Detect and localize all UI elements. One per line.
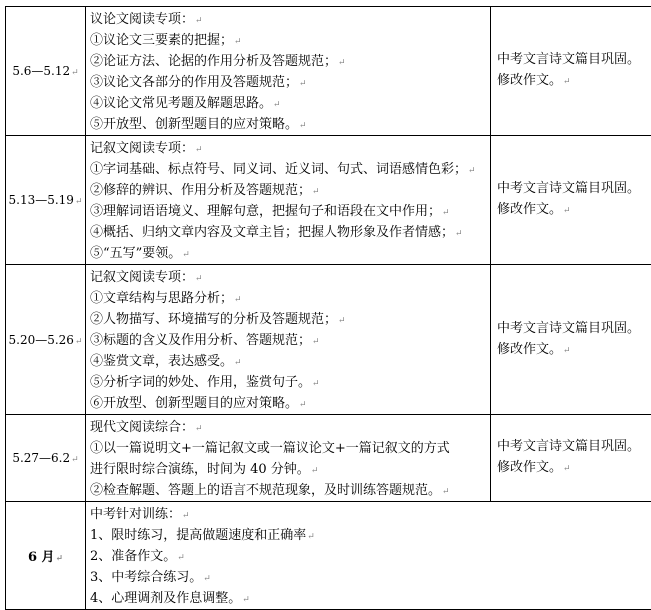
date-cell xyxy=(6,7,86,136)
note-line: 修改作文。↵ xyxy=(497,70,651,93)
date-cell: 5.20—5.26↵ xyxy=(6,265,86,415)
note-line: 中考文言诗文篇目巩固。 xyxy=(497,178,651,199)
content-line: ⑤“五写”要领。↵ xyxy=(90,243,490,264)
content-line: ⑤分析字词的妙处、作用，鉴赏句子。↵ xyxy=(90,372,490,393)
note-line: 中考文言诗文篇目巩固。 xyxy=(497,49,651,70)
content-line: 1、限时练习，提高做题速度和正确率↵ xyxy=(90,525,651,546)
date-label: 5.20—5.26 xyxy=(9,333,74,347)
content-cell xyxy=(86,265,491,415)
table-row xyxy=(6,415,651,502)
note-cell xyxy=(491,136,651,265)
table-row xyxy=(6,136,651,265)
note-line: 修改作文。↵ xyxy=(497,457,651,480)
date-cell: 5.27—6.2↵ xyxy=(6,415,86,502)
content-line: ③议论文各部分的作用及答题规范；↵ xyxy=(90,72,490,93)
note-line: 修改作文。↵ xyxy=(497,339,651,362)
content-cell xyxy=(86,7,491,136)
content-line: ②修辞的辨识、作用分析及答题规范；↵ xyxy=(90,180,490,201)
content-line: ④概括、归纳文章内容及文章主旨；把握人物形象及作者情感；↵ xyxy=(90,222,490,243)
content-line: ①文章结构与思路分析；↵ xyxy=(90,288,490,309)
content-line: 记叙文阅读专项：↵ xyxy=(90,267,490,288)
content-line: ②论证方法、论据的作用分析及答题规范；↵ xyxy=(90,51,490,72)
note-cell xyxy=(491,7,651,136)
content-cell xyxy=(86,502,651,610)
content-line: 进行限时综合演练，时间为 40 分钟。↵ xyxy=(90,459,490,480)
note-line: 中考文言诗文篇目巩固。 xyxy=(497,436,651,457)
content-line: 4、心理调剂及作息调整。↵ xyxy=(90,588,651,609)
table-row xyxy=(6,265,651,415)
note-cell xyxy=(491,265,651,415)
content-cell xyxy=(86,136,491,265)
note-line: 修改作文。↵ xyxy=(497,199,651,222)
schedule-table xyxy=(5,6,651,610)
content-line: ①以一篇说明文+一篇记叙文或一篇议论文+一篇记叙文的方式 xyxy=(90,438,490,459)
content-line: ④鉴赏文章，表达感受。↵ xyxy=(90,351,490,372)
content-line: ①字词基础、标点符号、同义词、近义词、句式、词语感情色彩；↵ xyxy=(90,159,490,180)
paragraph-mark: ↵ xyxy=(71,68,79,78)
table-row xyxy=(6,502,651,610)
content-line: ③理解词语语境义、理解句意，把握句子和语段在文中作用；↵ xyxy=(90,201,490,222)
table-row xyxy=(6,7,651,136)
date-cell: 5.13—5.19↵ xyxy=(6,136,86,265)
content-line: ⑤开放型、创新型题目的应对策略。↵ xyxy=(90,114,490,135)
content-line: ④议论文常见考题及解题思路。↵ xyxy=(90,93,490,114)
date-label: 5.13—5.19 xyxy=(9,193,74,207)
content-cell xyxy=(86,415,491,502)
note-line: 中考文言诗文篇目巩固。 xyxy=(497,318,651,339)
content-line: 记叙文阅读专项：↵ xyxy=(90,138,490,159)
content-line: ①议论文三要素的把握；↵ xyxy=(90,30,490,51)
content-line: 现代文阅读综合：↵ xyxy=(90,417,490,438)
content-line: ③标题的含义及作用分析、答题规范；↵ xyxy=(90,330,490,351)
content-line: ⑥开放型、创新型题目的应对策略。↵ xyxy=(90,393,490,414)
content-line: ②检查解题、答题上的语言不规范现象，及时训练答题规范。↵ xyxy=(90,480,490,501)
date-label: 5.27—6.2 xyxy=(12,451,70,465)
content-line: 2、准备作文。↵ xyxy=(90,546,651,567)
note-cell xyxy=(491,415,651,502)
content-line: ②人物描写、环境描写的分析及答题规范；↵ xyxy=(90,309,490,330)
content-line: 议论文阅读专项：↵ xyxy=(90,9,490,30)
content-line: 3、中考综合练习。↵ xyxy=(90,567,651,588)
content-line: 中考针对训练：↵ xyxy=(90,504,651,525)
date-cell: 6 月↵ xyxy=(6,502,86,610)
date-label: 5.6—5.12 xyxy=(12,64,70,78)
date-label: 6 月 xyxy=(28,550,55,565)
